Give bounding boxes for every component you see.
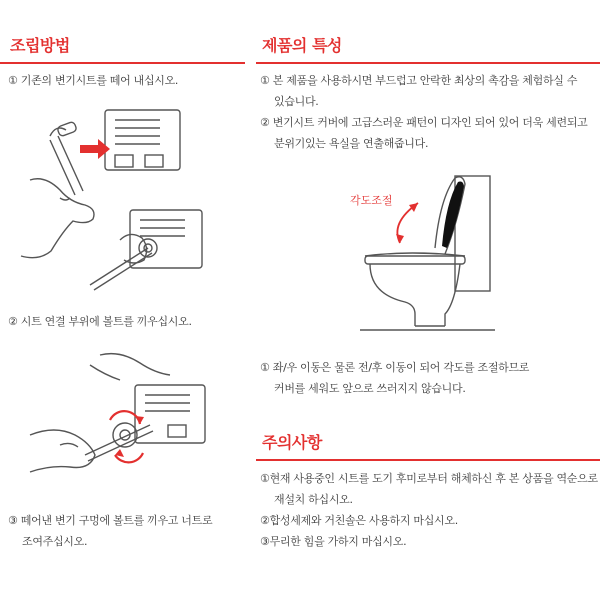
remove-seat-illustration	[20, 100, 240, 300]
caution-title-rule	[256, 459, 600, 461]
assembly-title: 조립방법	[10, 36, 70, 55]
assembly-step-1: ① 기존의 변기시트를 떼어 내십시오.	[8, 74, 179, 87]
assembly-step-3: ③ 떼어낸 변기 구멍에 볼트를 끼우고 너트로 조여주십시오.	[8, 514, 213, 548]
caution-item-3: ③무리한 힘을 가하지 마십시오.	[260, 535, 407, 548]
caution-item-1: ①현재 사용중인 시트를 도기 후미로부터 해체하신 후 본 상품을 역순으로 재설치 하십시오.	[260, 472, 598, 506]
features-item-1: ① 본 제품을 사용하시면 부드럽고 안락한 최상의 촉감을 체험하실 수 있습니다.	[260, 74, 578, 108]
features-note: ① 좌/우 이동은 물론 전/후 이동이 되어 각도를 조절하므로 커버를 세워도 앞으로 쓰러지지 않습니다.	[260, 361, 530, 395]
assembly-title-rule	[0, 62, 245, 64]
insert-bolt-illustration	[30, 345, 230, 485]
features-item-2: ② 변기시트 커버에 고급스러운 패턴이 디자인 되어 있어 더욱 세련되고 분위기있는 욕실을 연출해줍니다.	[260, 116, 588, 150]
toilet-angle-illustration	[340, 168, 510, 338]
caution-title: 주의사항	[262, 433, 322, 452]
assembly-step-2: ② 시트 연결 부위에 볼트를 끼우십시오.	[8, 315, 192, 328]
features-title-rule	[256, 62, 600, 64]
angle-adjust-label: 각도조절	[350, 194, 393, 207]
caution-item-2: ②합성세제와 거친솔은 사용하지 마십시오.	[260, 514, 458, 527]
features-title: 제품의 특성	[262, 36, 342, 55]
